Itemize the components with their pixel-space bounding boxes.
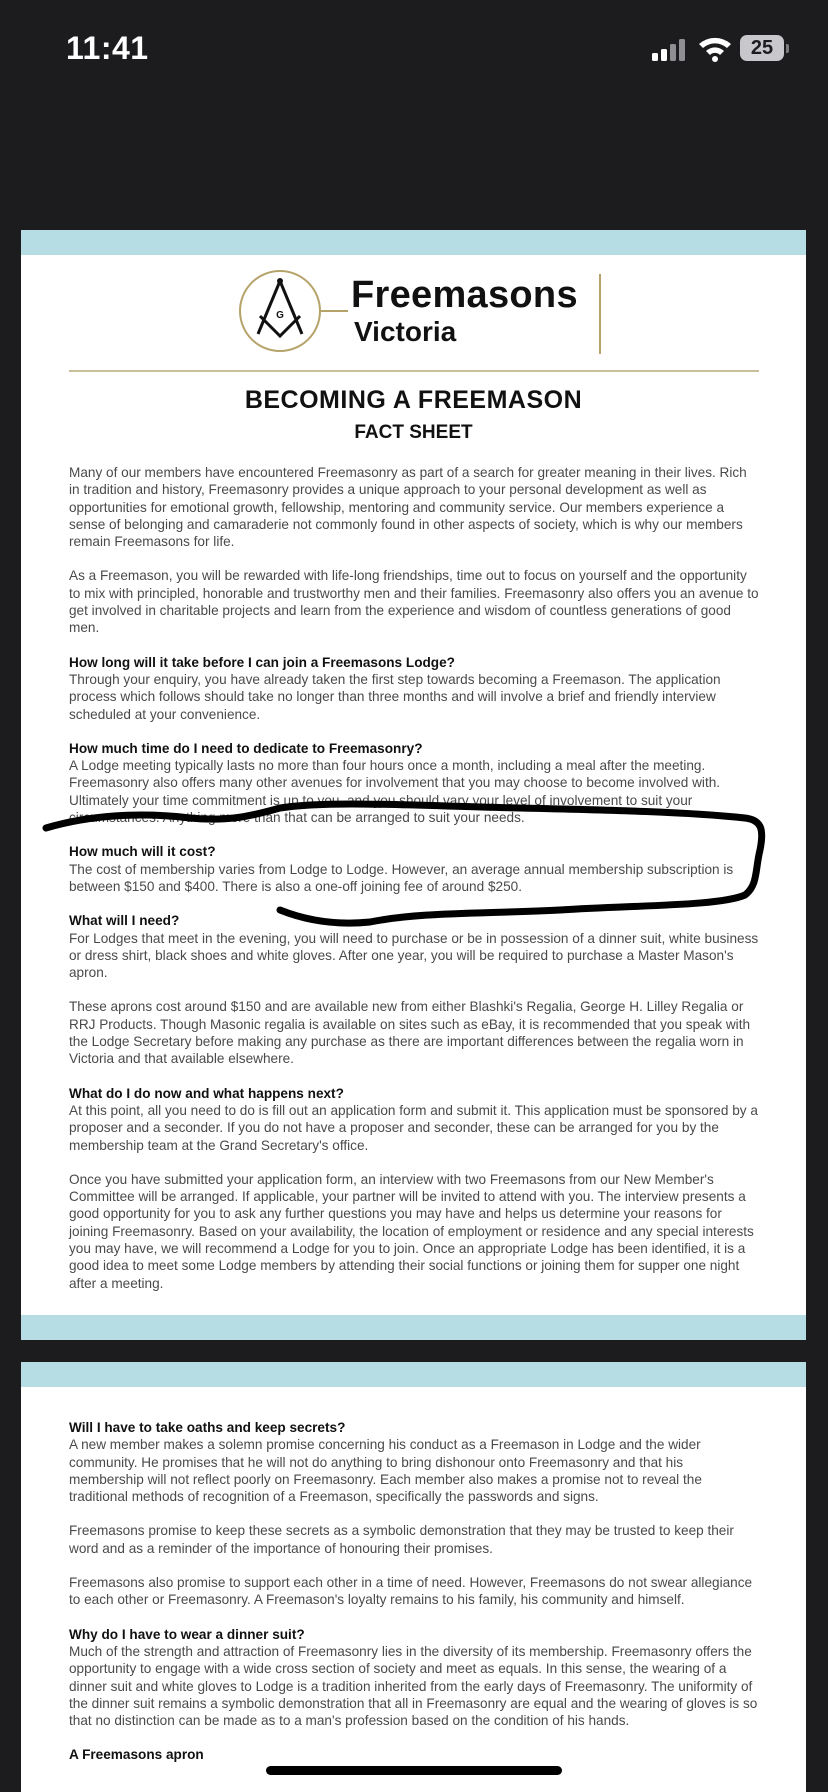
svg-text:G: G xyxy=(276,310,284,321)
cellular-signal-icon xyxy=(652,38,692,62)
logo-text-secondary: Victoria xyxy=(354,316,457,347)
faq-heading: What do I do now and what happens next? xyxy=(69,1085,344,1101)
faq-cost xyxy=(69,843,759,895)
faq-answer: At this point, all you need to do is fill out an application form and submit it. This application must be sponsored by a proposer and a seconder. If you do not have a proposer and seconder, these can be arranged for you by the membership team at the Grand Secretary's office. xyxy=(69,1102,758,1153)
logo-text-primary: Freemasons xyxy=(351,274,578,316)
faq-answer-continued: Freemasons promise to keep these secrets as a symbolic demonstration that they may be trusted to keep their word and as a reminder of the importance of honouring their promises. xyxy=(69,1523,734,1556)
intro-paragraph-1: Many of our members have encountered Freemasonry as part of a search for greater meaning in their lives. Rich in tradition and history, Freemasonry provides a unique approach to your personal development as well as opportunities for emotional growth, fellowship, mentoring and community service. Our members experience a sense of belonging and camaraderie not commonly found in other aspects of society, which is why our members remain Freemasons for life. xyxy=(69,465,747,550)
page-header-band xyxy=(21,1362,806,1387)
page-footer-band xyxy=(21,1315,806,1340)
faq-answer: A new member makes a solemn promise concerning his conduct as a Freemason in Lodge and the wider community. He promises that he will not do anything to bring dishonour onto Freemasonry and that his membership will not reflect poorly on Freemasonry. Each member also makes a promise not to reveal the traditional methods of recognition of a Freemason, specifically the passwords and signs. xyxy=(69,1437,702,1505)
faq-answer: A Lodge meeting typically lasts no more than four hours once a month, including a meal after the meeting. Freemasonry also offers many other avenues for involvement that you may choose to become involved with. Ultimately your time commitment is up to you, and you should vary your level of involvement to suit your circumstances. Anything more than that can be arranged to suit your needs. xyxy=(69,758,721,826)
faq-answer: For Lodges that meet in the evening, you will need to purchase or be in possession of a dinner suit, white business or dress shirt, black shoes and white gloves. After one year, you will be required to purchase a Master Mason's apron. xyxy=(69,930,759,981)
faq-answer: Much of the strength and attraction of Freemasonry lies in the diversity of its membership. Freemasonry offers the opportunity to engage with a wide cross section of society and meet as equals. In this sense, the wearing of a dinner suit and white gloves to Lodge is a tradition inherited from the early days of Freemasonry. The uniformity of the dinner suit remains a symbolic demonstration that all in Freemasonry are equal and the wearing of gloves is so that no distinction can be made as to a man's profession based on the condition of his hands. xyxy=(69,1643,758,1729)
intro-paragraph-2: As a Freemason, you will be rewarded with life-long friendships, time out to focus on yourself and the opportunity to mix with principled, honorable and trustworthy men and their families. Freemasonry also offers you an avenue to get involved in charitable projects and learn from the experience and wisdom of countless generations of good men. xyxy=(69,568,759,636)
faq-heading: A Freemasons apron xyxy=(69,1747,204,1763)
faq-answer: The cost of membership varies from Lodge to Lodge. However, an average annual membership subscription is between $150 and $400. There is also a one-off joining fee of around $250. xyxy=(69,861,734,894)
faq-heading: Will I have to take oaths and keep secrets? xyxy=(69,1420,346,1435)
faq-answer-continued: These aprons cost around $150 and are available new from either Blashki's Regalia, George H. Lilley Regalia or RRJ Products. Though Masonic regalia is available on sites such as eBay, it is recommended that you speak with the Lodge Secretary before making any purchase as there are important differences between the regalia worn in Victoria and that available elsewhere. xyxy=(69,999,751,1067)
document-page-1 xyxy=(21,230,806,1340)
faq-how-long xyxy=(69,654,759,723)
wifi-icon xyxy=(697,34,733,62)
faq-heading: How much time do I need to dedicate to Freemasonry? xyxy=(69,740,423,756)
faq-next-steps xyxy=(69,1085,759,1154)
page-1-body xyxy=(69,464,759,1309)
faq-heading: What will I need? xyxy=(69,913,180,929)
faq-apron xyxy=(69,1746,759,1763)
page-header-band xyxy=(21,230,806,255)
faq-answer-continued: Freemasons also promise to support each other in a time of need. However, Freemasons do not swear allegiance to each other or Freemasonry. A Freemason's loyalty remains to his family, his community and himself. xyxy=(69,1575,753,1608)
faq-time xyxy=(69,740,759,826)
page-2-body xyxy=(69,1419,759,1781)
status-bar xyxy=(0,0,828,100)
document-title: BECOMING A FREEMASON xyxy=(244,386,583,414)
battery-indicator xyxy=(740,35,790,63)
document-subtitle: FACT SHEET xyxy=(354,422,473,443)
home-indicator[interactable] xyxy=(266,1766,562,1775)
header-divider xyxy=(69,370,759,372)
faq-dinner-suit xyxy=(69,1626,759,1730)
faq-oaths-secrets xyxy=(69,1419,759,1505)
document-page-2 xyxy=(21,1362,806,1792)
faq-answer: Through your enquiry, you have already taken the first step towards becoming a Freemason. The application process which follows should take no longer than three months and will involve a brief and friendly interview scheduled at your convenience. xyxy=(69,671,721,722)
faq-heading: Why do I have to wear a dinner suit? xyxy=(69,1626,305,1642)
faq-what-need xyxy=(69,912,759,981)
faq-answer-continued: Once you have submitted your application form, an interview with two Freemasons from our New Member's Committee will be arranged. If applicable, your partner will be invited to attend with you. The interview presents a good opportunity for you to ask any further questions you may have and helps us determine your reasons for joining Freemasonry. Based on your availability, the location of employment or residence and any special interests you may have, we will recommend a Lodge for you to join. Once an appropriate Lodge has been identified, it is a good idea to meet some Lodge members by attending their social functions or joining them for supper one night after a meeting. xyxy=(69,1171,754,1291)
faq-heading: How much will it cost? xyxy=(69,844,216,860)
square-compass-icon xyxy=(236,266,348,356)
status-time: 11:41 xyxy=(66,30,149,66)
faq-heading: How long will it take before I can join a Freemasons Lodge? xyxy=(69,654,455,670)
freemasons-victoria-logo xyxy=(236,266,606,356)
battery-level: 25 xyxy=(750,37,774,59)
